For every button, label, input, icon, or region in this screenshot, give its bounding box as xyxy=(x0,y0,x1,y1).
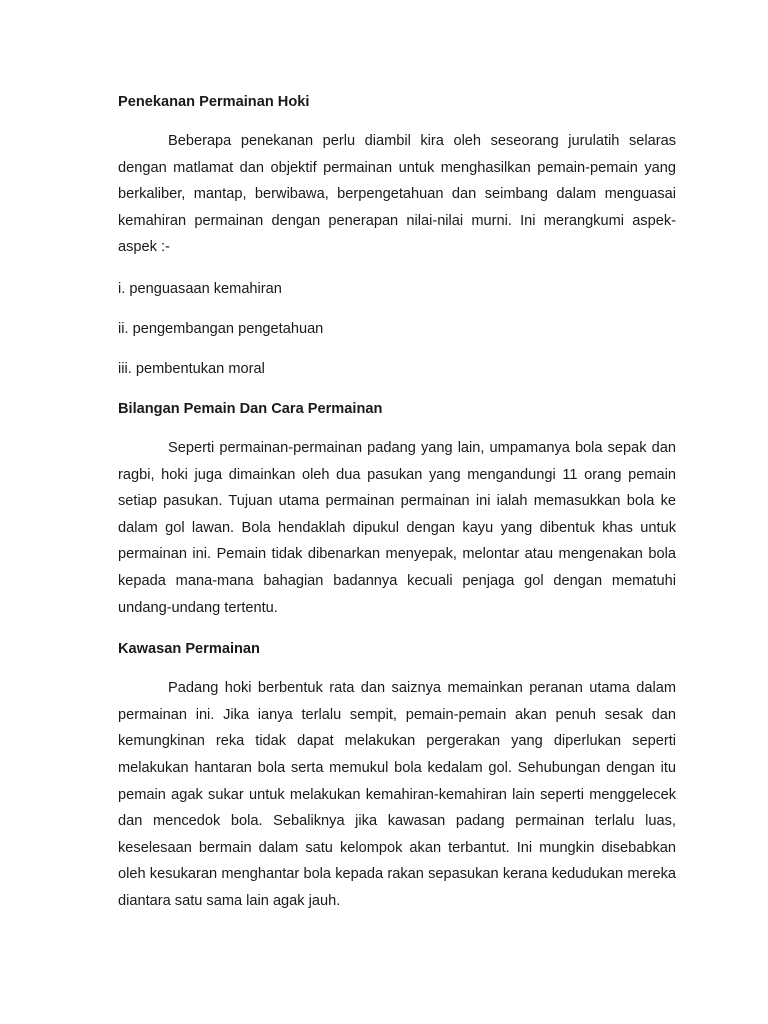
section-heading-bilangan-pemain: Bilangan Pemain Dan Cara Permainan xyxy=(118,400,383,417)
paragraph-kawasan: Padang hoki berbentuk rata dan saiznya memainkan peranan utama dalam permainan ini. Jika ianya terlalu sempit, pemain-pemain akan penuh sesak dan kemungkinan reka tidak dapat melakukan pergerakan yang diperlukan seperti melakukan hantaran bola serta memukul bola kedalam gol. Sehubungan dengan itu pemain agak sukar untuk melakukan kemahiran-kemahiran lain seperti menggelecek dan mencedok bola. Sebaliknya jika kawasan padang permainan terlalu luas, keselesaan bermain dalam satu kelompok akan terbantut. Ini mungkin disebabkan oleh kesukaran menghantar bola kepada rakan sepasukan kerana kedudukan mereka diantara satu sama lain agak jauh. xyxy=(118,680,676,909)
list-item: i. penguasaan kemahiran xyxy=(118,280,282,297)
section-heading-penekanan: Penekanan Permainan Hoki xyxy=(118,94,310,110)
list-item: iii. pembentukan moral xyxy=(118,360,265,377)
list-item: ii. pengembangan pengetahuan xyxy=(118,320,324,337)
section-heading-kawasan: Kawasan Permainan xyxy=(118,641,260,658)
paragraph-penekanan: Beberapa penekanan perlu diambil kira oleh seseorang jurulatih selaras dengan matlamat dan objektif permainan untuk menghasilkan pemain-pemain yang berkaliber, mantap, berwibawa, berpengetahuan dan seimbang dalam menguasai kemahiran permainan dengan penerapan nilai-nilai murni. Ini merangkumi aspek-aspek :- xyxy=(118,133,676,256)
document-body xyxy=(118,90,676,914)
paragraph-bilangan-pemain: Seperti permainan-permainan padang yang lain, umpamanya bola sepak dan ragbi, hoki juga dimainkan oleh dua pasukan yang mengandungi 11 orang pemain setiap pasukan. Tujuan utama permainan permainan ini ialah memasukkan bola ke dalam gol lawan. Bola hendaklah dipukul dengan kayu yang dibentuk khas untuk permainan ini. Pemain tidak dibenarkan menyepak, melontar atau mengenakan bola kepada mana-mana bahagian badannya kecuali penjaga gol dengan mematuhi undang-undang tertentu. xyxy=(118,439,676,616)
